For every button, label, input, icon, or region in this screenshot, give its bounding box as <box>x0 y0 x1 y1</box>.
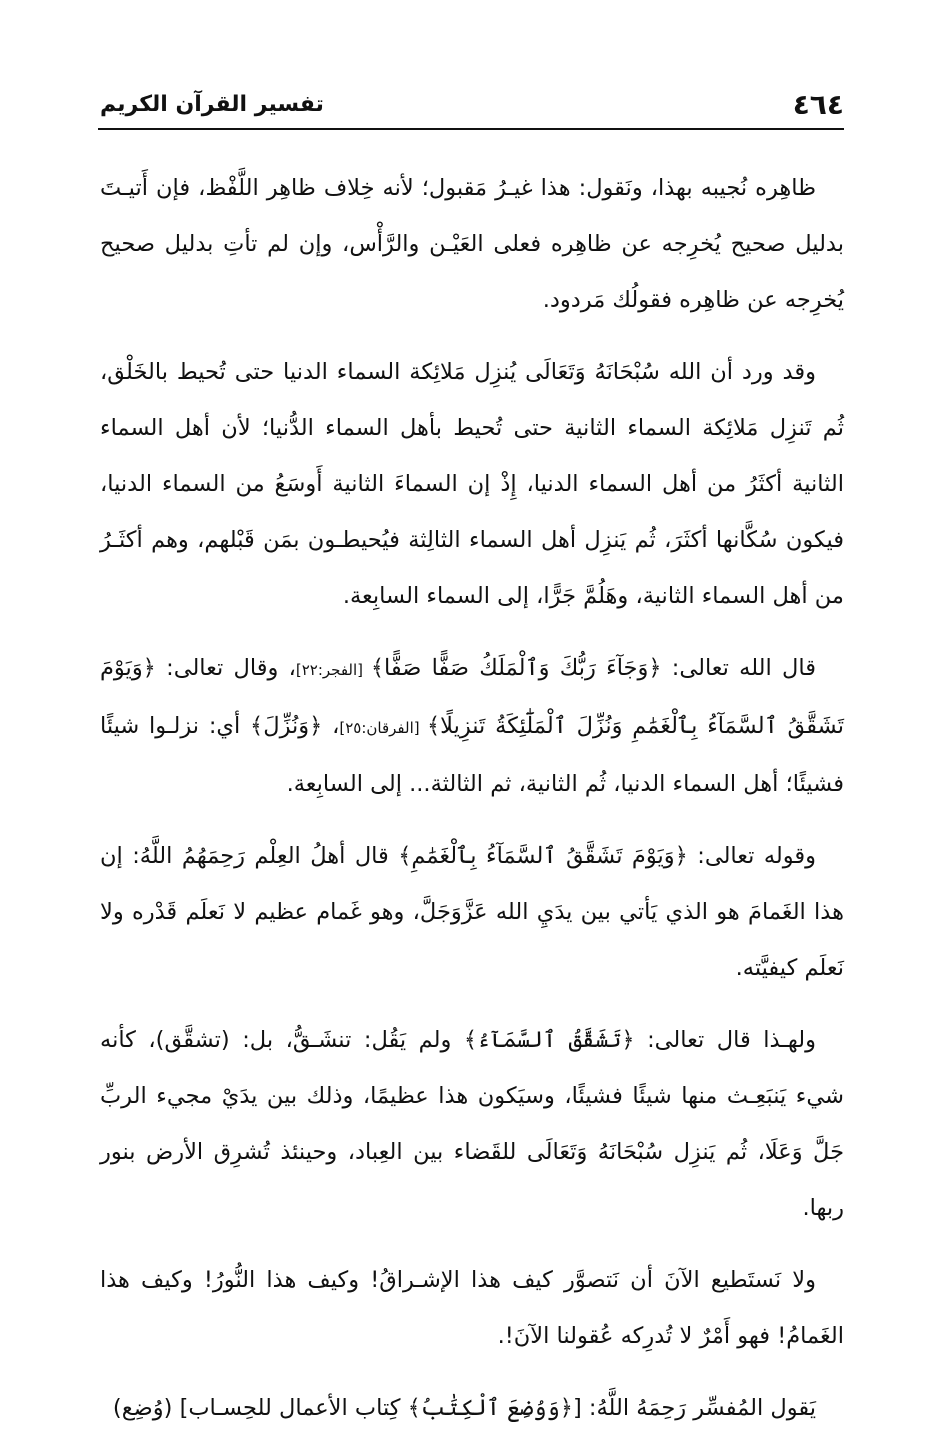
quran-verse-4: ﴿وَيَوْمَ تَشَقَّقُ ٱلسَّمَآءُ بِٱلْغَمَٰمِ﴾ <box>398 843 688 869</box>
paragraph-3-text-2: ، وقال تعالى: <box>155 655 296 681</box>
paragraph-2: وقد ورد أن الله سُبْحَانَهُ وَتَعَالَى يُنزِل مَلائِكة السماء الدنيا حتى تُحيط بالخَلْق، ثُم تَنزِل مَلائِكة السماء الثانية حتى تُحيط بأهل السماء الدُّنيا؛ لأن أهل السماء الثانية أكثَرُ من أهل السماء الدنيا، إِذْ إن السماءَ الثانية أَوسَعُ من السماء الدنيا، فيكون سُكَّانها أكثَرَ، ثُم يَنزِل أهل السماء الثالِثة فيُحيطـون بمَن قَبْلهم، وهم أكثَـرُ من أهل السماء الثانية، وهَلُمَّ جَرًّا، إلى السماء السابِعة. <box>100 359 844 609</box>
paragraph-5 <box>100 1012 844 1236</box>
paragraph-3-text-4: أي: نزلـوا شيئًا فشيئًا؛ أهل السماء الدنيا، ثُم الثانية، ثم الثالثة... إلى السابِعة. <box>100 713 844 797</box>
paragraph-7 <box>100 1380 844 1436</box>
verse-reference-2: [الفرقان:٢٥] <box>339 719 427 737</box>
quran-verse-2: ﴿وَيَوْمَ تَشَقَّقُ ٱلسَّمَآءُ بِٱلْغَمَٰمِ وَنُزِّلَ ٱلْمَلَٰٓئِكَةُ تَنزِيلًا﴾ <box>100 655 844 739</box>
paragraph-3 <box>100 640 844 812</box>
paragraph-1: ظاهِره نُجيبه بهذا، ونَقول: هذا غيـرُ مَقبول؛ لأنه خِلاف ظاهِر اللَّفْظ، فإن أَتيـتَ بدليل صحيح يُخرِجه عن ظاهِره فعلى العَيْـن والرَّأْس، وإن لم تأتِ بدليل صحيح يُخرِجه عن ظاهِره فقولُك مَردود. <box>100 175 844 313</box>
quran-verse-5: ﴿تَشَقَّقُ ٱلسَّمَآءُ﴾ <box>463 1027 635 1053</box>
paragraph-4-text-2: قال أهلُ العِلْم رَحِمَهُمُ اللَّهُ: إن هذا الغَمامَ هو الذي يَأتي بين يدَيِ الله عَزَّوَجَلَّ، وهو غَمام عظيم لا نَعلَم قَدْره ولا نَعلَم كيفيَّته. <box>100 843 844 981</box>
page-body <box>100 160 844 1436</box>
quran-verse-6: ﴿وَوُضِعَ ٱلْكِتَٰبُ﴾ <box>407 1395 573 1421</box>
paragraph-4 <box>100 828 844 996</box>
paragraph-5-text-1: ولهـذا قال تعالى: <box>634 1027 816 1053</box>
paragraph-3-text-3: ، <box>322 713 340 739</box>
paragraph-7-text-1: يَقول المُفسِّر رَحِمَهُ اللَّهُ: [ <box>572 1395 816 1421</box>
paragraph-3-text-1: قال الله تعالى: <box>661 655 816 681</box>
quran-verse-3: ﴿وَنُزِّلَ﴾ <box>250 713 323 739</box>
running-title: تفسير القرآن الكريم <box>100 92 324 117</box>
paragraph-6: ولا نَستَطيع الآنَ أن نَتصوَّر كيف هذا الإشـراقُ! وكيف هذا النُّورُ! وكيف هذا الغَمامُ! فهو أَمْرٌ لا تُدرِكه عُقولنا الآنَ!. <box>100 1267 844 1349</box>
paragraph-5-text-2: ولم يَقُل: تنشَـقُّ، بل: (تشقَّق)، كأنه شيء يَنبَعِـث منها شيئًا فشيئًا، وسيَكون هذا عظيمًا، وذلك بين يدَيْ مجيء الربِّ جَلَّ وَعَلَا، ثُم يَنزِل سُبْحَانَهُ وَتَعَالَى للقَضاء بين العِباد، وحينئذ تُشرِق الأرض بنور ربها. <box>100 1027 844 1221</box>
header-divider <box>98 128 844 130</box>
verse-reference-1: [الفجر:٢٢] <box>295 661 371 679</box>
paragraph-4-text-1: وقوله تعالى: <box>687 843 816 869</box>
page-header <box>98 86 844 126</box>
page-number: ٤٦٤ <box>792 88 844 121</box>
paragraph-7-text-2: كِتاب الأعمال للحِسـاب] (وُضِع) <box>112 1395 408 1421</box>
quran-verse-1: ﴿وَجَآءَ رَبُّكَ وَٱلْمَلَكُ صَفًّا صَفًّا﴾ <box>370 655 662 681</box>
